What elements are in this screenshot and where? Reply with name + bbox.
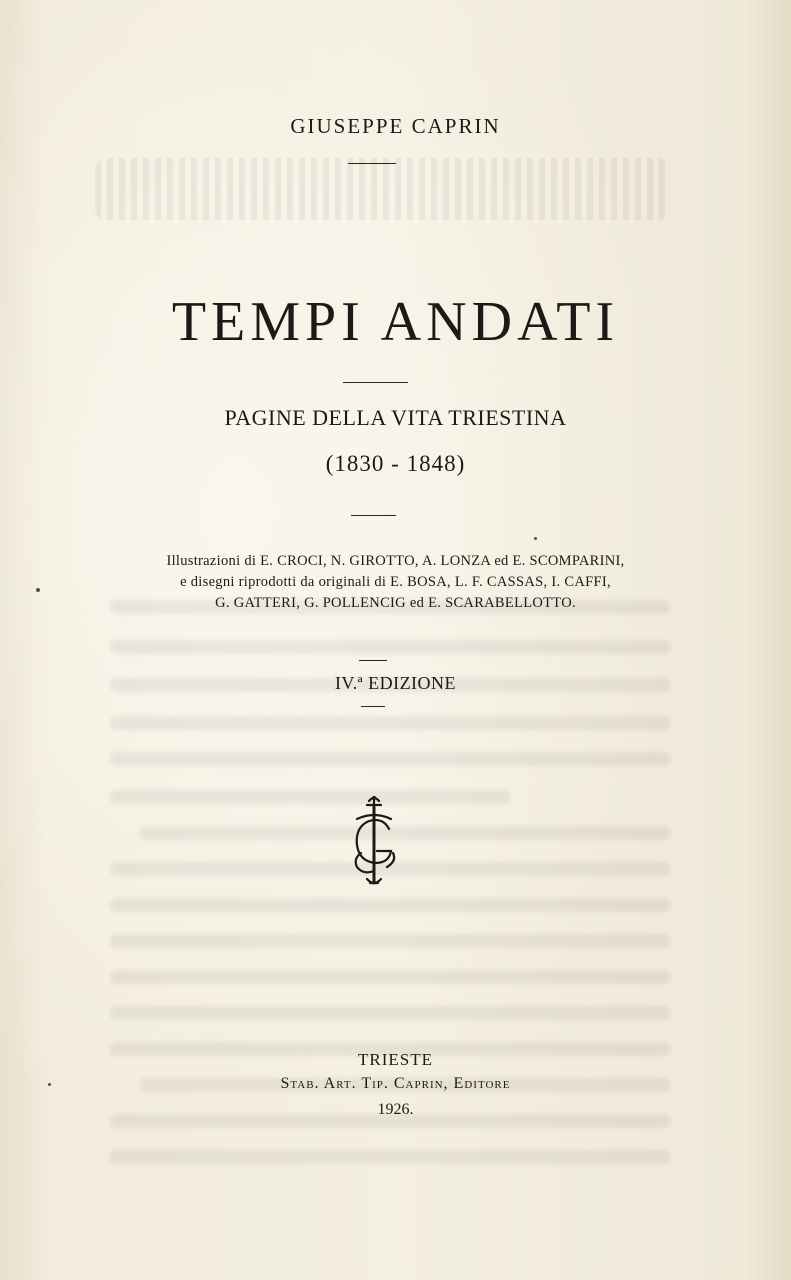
divider-rule <box>351 515 396 516</box>
bleed-line <box>110 970 670 984</box>
bleed-ornament <box>95 158 670 220</box>
bleed-line <box>110 1150 670 1164</box>
credits-line: G. GATTERI, G. POLLENCIG ed E. SCARABELLOTTO. <box>215 595 576 611</box>
book-subtitle: PAGINE DELLA VITA TRIESTINA <box>224 405 567 430</box>
credits-line: Illustrazioni di E. CROCI, N. GIROTTO, A. LONZA ed E. SCOMPARINI, <box>166 553 625 569</box>
bleed-line <box>110 716 670 730</box>
book-title: TEMPI ANDATI <box>171 291 620 353</box>
bleed-line <box>110 934 670 948</box>
divider-rule <box>361 706 385 707</box>
author-name: GIUSEPPE CAPRIN <box>290 114 501 138</box>
bleed-line <box>110 898 670 912</box>
imprint-publisher: Stab. Art. Tip. Caprin, Editore <box>280 1075 511 1092</box>
bleed-line <box>110 752 670 766</box>
bleed-line <box>110 1006 670 1020</box>
bleed-line <box>110 790 510 804</box>
imprint-city: TRIESTE <box>358 1050 433 1069</box>
date-range: (1830 - 1848) <box>325 451 466 476</box>
bleed-line <box>110 640 670 654</box>
divider-rule <box>348 163 396 164</box>
bleed-line <box>140 826 670 840</box>
divider-rule <box>343 382 408 383</box>
edition-label: IV.ª EDIZIONE <box>334 673 457 693</box>
divider-rule <box>359 660 387 661</box>
paper-spot <box>534 537 537 540</box>
imprint-year: 1926. <box>377 1101 414 1118</box>
credits-line: e disegni riprodotti da originali di E. BOSA, L. F. CASSAS, I. CAFFI, <box>180 574 611 590</box>
ornamental-monogram-icon <box>343 795 405 890</box>
illustration-credits <box>0 551 791 614</box>
